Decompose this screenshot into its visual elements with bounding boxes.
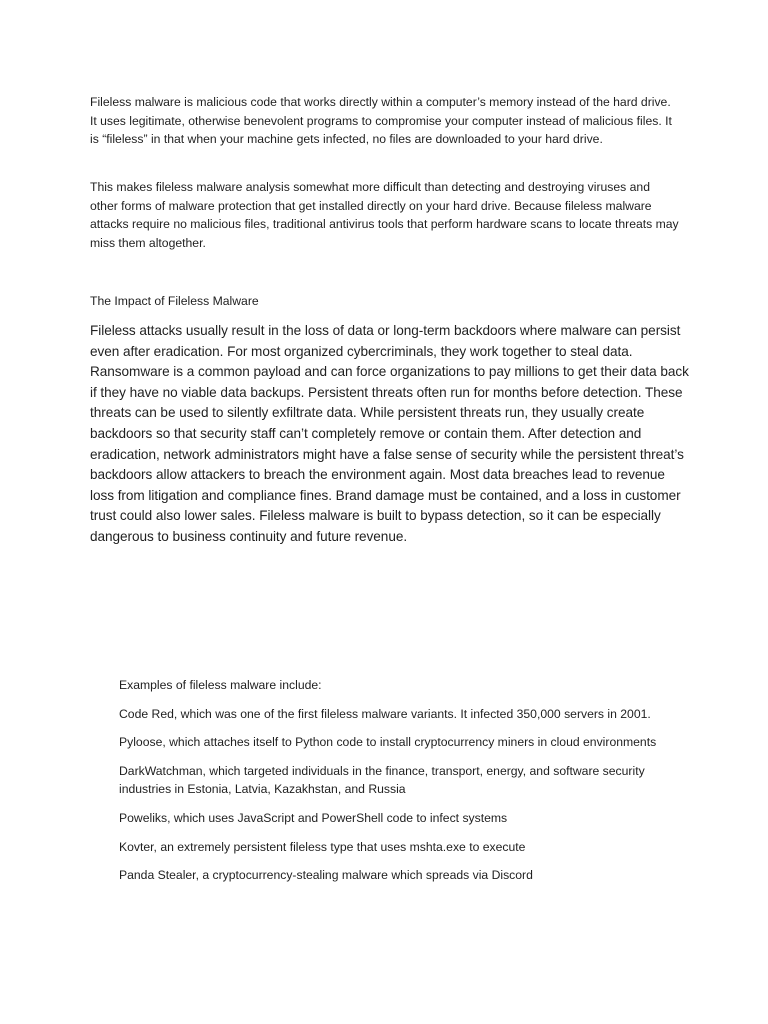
example-item: Poweliks, which uses JavaScript and PowerShell code to infect systems [119,810,508,825]
examples-list [119,676,689,895]
example-item: Code Red, which was one of the first fileless malware variants. It infected 350,000 servers in 2001. [119,706,651,721]
example-item: Kovter, an extremely persistent fileless type that uses mshta.exe to execute [119,839,526,854]
analysis-paragraph: This makes fileless malware analysis somewhat more difficult than detecting and destroying viruses and other forms of malware protection that get installed directly on your hard drive. Because fileless malware attacks require no malicious files, traditional antivirus tools that perform hardware scans to locate threats may miss them altogether. [90,180,679,250]
example-item: DarkWatchman, which targeted individuals in the finance, transport, energy, and software security industries in Estonia, Latvia, Kazakhstan, and Russia [119,763,645,797]
intro-paragraph: Fileless malware is malicious code that works directly within a computer’s memory instead of the hard drive. It uses legitimate, otherwise benevolent programs to compromise your computer instead of malicious files. It is “fileless” in that when your machine gets infected, no files are downloaded to your hard drive. [90,95,672,147]
example-item: Panda Stealer, a cryptocurrency-stealing malware which spreads via Discord [119,868,533,883]
impact-paragraph: Fileless attacks usually result in the loss of data or long-term backdoors where malware can persist even after eradication. For most organized cybercriminals, they work together to steal data. Ransomware is a common payload and can force organizations to pay millions to get their data back if they have no viable data backups. Persistent threats often run for months before detection. These threats can be used to silently exfiltrate data. While persistent threats run, they usually create backdoors so that security staff can’t completely remove or contain them. After detection and eradication, network administrators might have a false sense of security while the persistent threat’s backdoors allow attackers to breach the environment again. Most data breaches lead to revenue loss from litigation and compliance fines. Brand damage must be contained, and a loss in customer trust could also lower sales. Fileless malware is built to bypass detection, so it can be especially dangerous to business continuity and future revenue. [90,323,689,544]
example-item: Pyloose, which attaches itself to Python code to install cryptocurrency miners in cloud environments [119,735,657,750]
section-heading: The Impact of Fileless Malware [90,294,259,308]
examples-intro: Examples of fileless malware include: [119,678,322,692]
